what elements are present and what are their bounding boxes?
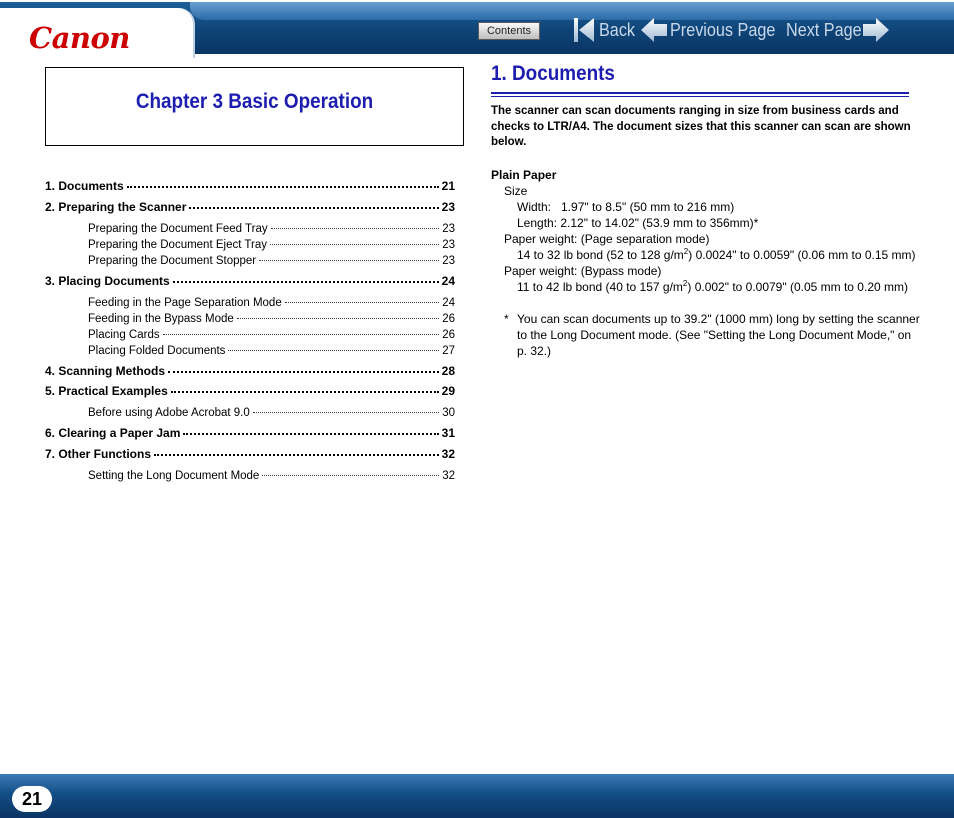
- toc-entry-placing-documents[interactable]: [45, 273, 455, 289]
- superscript: 2: [683, 247, 689, 256]
- next-page-label: Next Page: [786, 19, 862, 40]
- next-page-button[interactable]: [786, 16, 890, 44]
- toc-page: 28: [441, 364, 455, 378]
- toc-leader: [173, 271, 439, 283]
- toc-label: Placing Folded Documents: [88, 345, 226, 357]
- toc-page: 26: [442, 329, 455, 341]
- toc-label: 4. Scanning Methods: [45, 364, 166, 378]
- toc-label: 5. Practical Examples: [45, 384, 168, 398]
- back-label: Back: [599, 19, 636, 40]
- toc-label: Feeding in the Page Separation Mode: [88, 297, 282, 309]
- note-line-1: You can scan documents up to 39.2" (1000 mm) long by setting the scanner: [517, 312, 920, 326]
- weight-separation-label: Paper weight: (Page separation mode): [504, 232, 710, 246]
- toc-entry-documents[interactable]: [45, 178, 455, 194]
- toc-label: 2. Preparing the Scanner: [45, 200, 187, 214]
- note-line-3: p. 32.): [517, 344, 552, 358]
- previous-page-button[interactable]: [640, 16, 787, 44]
- toc-entry-document-stopper[interactable]: [88, 252, 455, 268]
- toc-entry-long-document-mode[interactable]: [88, 467, 455, 483]
- toc-entry-other-functions[interactable]: [45, 446, 455, 462]
- back-button[interactable]: [573, 16, 639, 44]
- toc-leader: [262, 464, 439, 476]
- toc-label: 6. Clearing a Paper Jam: [45, 426, 181, 440]
- toc-leader: [285, 291, 439, 303]
- chapter-box: [45, 67, 464, 146]
- toc-entry-clearing-paper-jam[interactable]: [45, 425, 455, 441]
- weight-separation-spec-b: ) 0.0024" to 0.0059" (0.06 mm to 0.15 mm): [688, 248, 916, 262]
- toc-label: 3. Placing Documents: [45, 274, 170, 288]
- weight-bypass-spec: [517, 279, 908, 295]
- toc-leader: [189, 197, 438, 209]
- toc-leader: [259, 249, 439, 261]
- toc-page: 29: [441, 384, 455, 398]
- toc-leader: [171, 381, 439, 393]
- toc-page: 23: [441, 200, 455, 214]
- toc-entry-adobe-acrobat[interactable]: [88, 404, 455, 420]
- toc-leader: [228, 339, 439, 351]
- weight-bypass-spec-a: 11 to 42 lb bond (40 to 157 g/m: [517, 280, 683, 294]
- toc-page: 24: [442, 297, 455, 309]
- toc-label: 1. Documents: [45, 179, 124, 193]
- note-line-2: to the Long Document mode. (See "Setting the Long Document Mode," on: [517, 328, 912, 342]
- previous-page-label: Previous Page: [670, 19, 776, 40]
- toc-leader: [237, 307, 439, 319]
- weight-separation-spec-a: 14 to 32 lb bond (52 to 128 g/m: [517, 248, 684, 262]
- back-icon: [573, 16, 595, 44]
- toc-page: 30: [442, 407, 455, 419]
- toc-leader: [183, 423, 438, 435]
- toc-page: 23: [442, 255, 455, 267]
- header: [0, 0, 954, 60]
- toc-label: Preparing the Document Eject Tray: [88, 239, 267, 251]
- logo-tab: [0, 8, 193, 58]
- toc-page: 32: [441, 447, 455, 461]
- toc-entry-preparing-the-scanner[interactable]: [45, 199, 455, 215]
- toc-page: 31: [441, 426, 455, 440]
- page-number: 21: [12, 786, 52, 812]
- toc-label: Preparing the Document Feed Tray: [88, 223, 268, 235]
- toc-leader: [168, 361, 439, 373]
- toc-page: 26: [442, 313, 455, 325]
- canon-logo: Canon: [29, 21, 130, 55]
- toc-label: Feeding in the Bypass Mode: [88, 313, 234, 325]
- toc-entry-practical-examples[interactable]: [45, 383, 455, 399]
- toc-page: 27: [442, 345, 455, 357]
- section-rule: [491, 92, 909, 94]
- toc-entry-scanning-methods[interactable]: [45, 363, 455, 379]
- arrow-right-icon: [862, 16, 890, 44]
- section-rule-thin: [491, 96, 909, 97]
- weight-bypass-label: Paper weight: (Bypass mode): [504, 264, 662, 278]
- toc-entry-placing-folded-documents[interactable]: [88, 342, 455, 358]
- width-spec: Width: 1.97" to 8.5" (50 mm to 216 mm): [517, 200, 735, 214]
- length-spec: Length: 2.12" to 14.02" (53.9 mm to 356mm)*: [517, 216, 759, 230]
- superscript: 2: [682, 279, 688, 288]
- toc-page: 23: [442, 239, 455, 251]
- toc-leader: [253, 401, 439, 413]
- toc-leader: [270, 233, 439, 245]
- toc-label: 7. Other Functions: [45, 447, 152, 461]
- size-label: Size: [504, 184, 528, 198]
- toc-leader: [163, 323, 440, 335]
- section-title: 1. Documents: [491, 62, 615, 85]
- footer-bar: [0, 774, 954, 818]
- arrow-left-icon: [640, 16, 668, 44]
- toc-page: 21: [441, 179, 455, 193]
- section-intro: The scanner can scan documents ranging in size from business cards and checks to LTR/A4. The document sizes that this scanner can scan are shown below.: [491, 105, 911, 148]
- toc-page: 32: [442, 470, 455, 482]
- weight-bypass-spec-b: ) 0.002" to 0.0079" (0.05 mm to 0.20 mm): [687, 280, 908, 294]
- contents-button[interactable]: Contents: [478, 22, 540, 40]
- toc-leader: [271, 217, 440, 229]
- note-asterisk: *: [504, 312, 509, 326]
- chapter-title: Chapter 3 Basic Operation: [135, 90, 374, 113]
- toc-label: Preparing the Document Stopper: [88, 255, 257, 267]
- toc-leader: [127, 176, 439, 188]
- toc-label: Setting the Long Document Mode: [88, 470, 260, 482]
- plain-paper-heading: Plain Paper: [491, 168, 557, 182]
- toc-label: Placing Cards: [88, 329, 160, 341]
- toc-page: 24: [441, 274, 455, 288]
- toc-label: Before using Adobe Acrobat 9.0: [88, 407, 250, 419]
- toc-leader: [154, 444, 439, 456]
- toc-page: 23: [442, 223, 455, 235]
- weight-separation-spec: [517, 247, 916, 263]
